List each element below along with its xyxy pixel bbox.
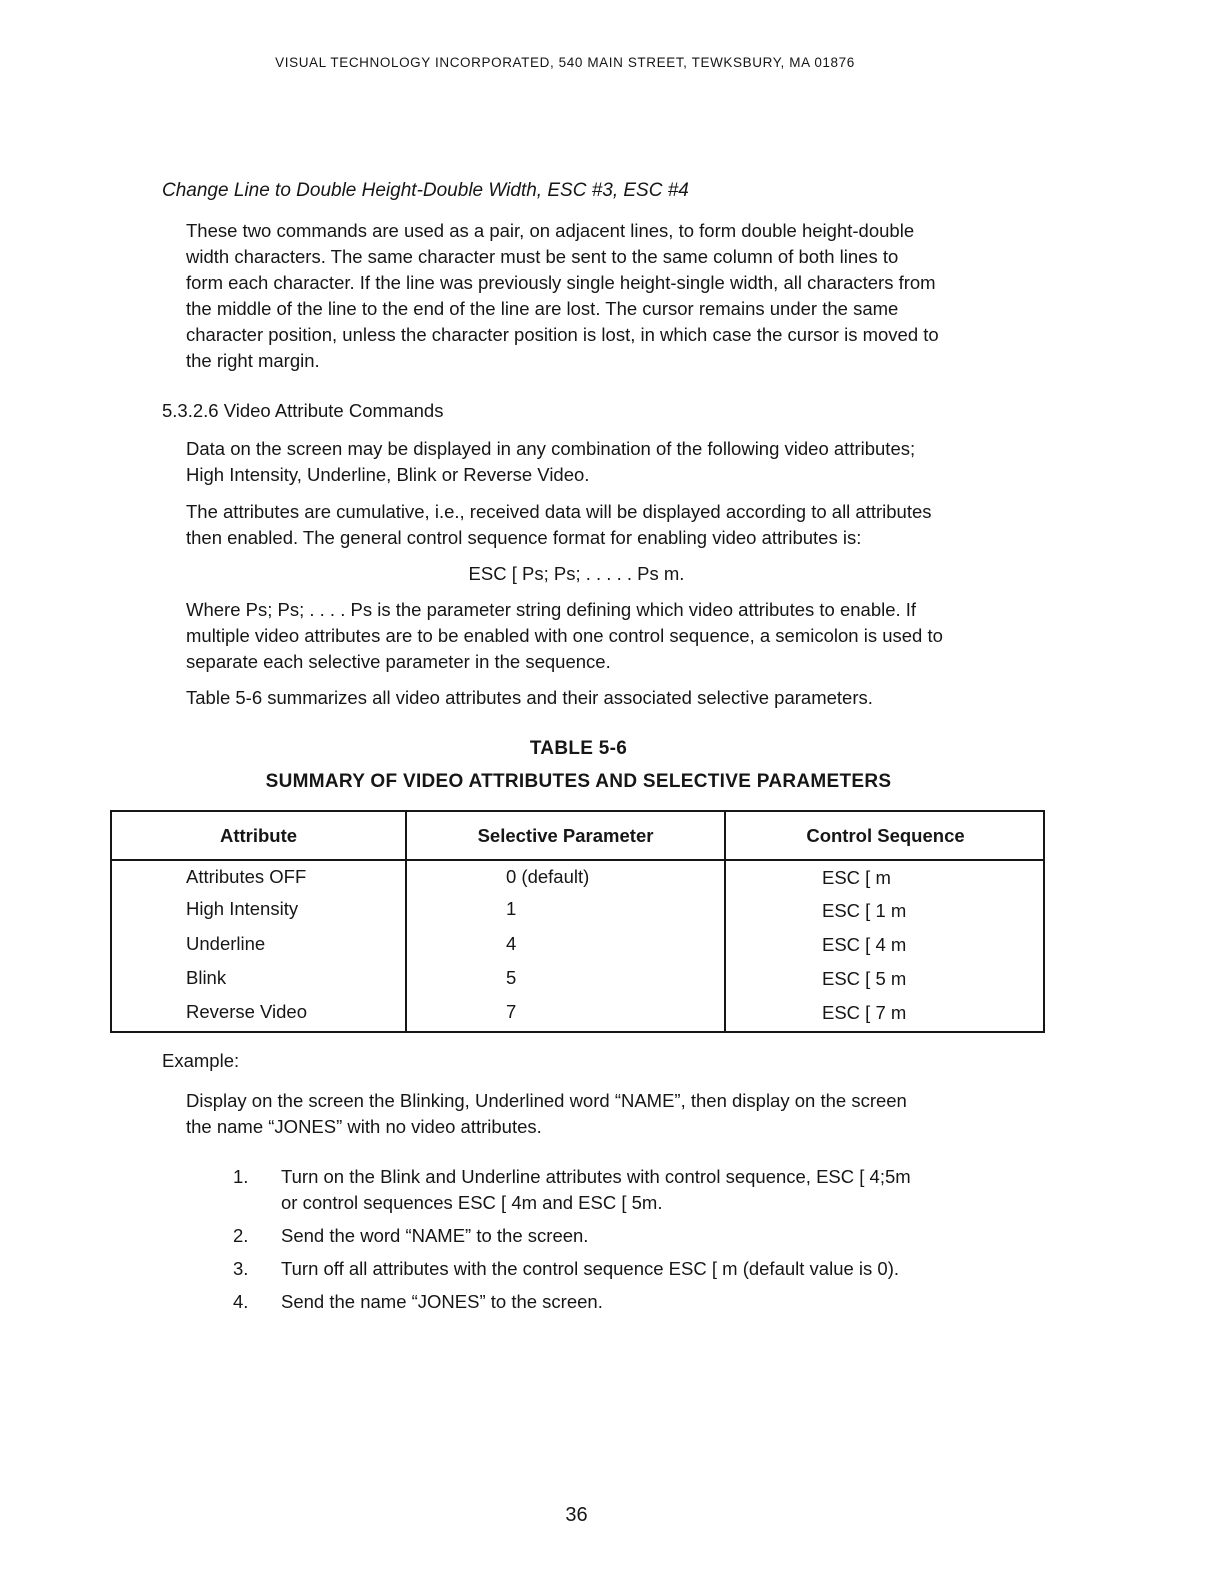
header-attribute: Attribute	[219, 825, 298, 846]
text-line: Display on the screen the Blinking, Underlined word “NAME”, then display on the screen	[186, 1090, 907, 1111]
list-number: 1.	[233, 1166, 249, 1187]
text-line: These two commands are used as a pair, on adjacent lines, to form double height-double	[186, 220, 915, 241]
double-width-paragraph	[186, 218, 1056, 374]
text-line: width characters. The same character must be sent to the same column of both lines to	[186, 246, 899, 267]
table-number: TABLE 5-6	[529, 738, 628, 759]
parameter-paragraph	[186, 597, 1056, 675]
text-line: Turn off all attributes with the control sequence ESC [ m (default value is 0).	[281, 1258, 899, 1279]
cell-attribute: Attributes OFF	[186, 866, 307, 887]
text-line: Turn on the Blink and Underline attributes with control sequence, ESC [ 4;5m	[281, 1166, 911, 1187]
cell-attribute: Underline	[186, 933, 266, 954]
cell-sequence: ESC [ 4 m	[822, 934, 907, 955]
summary-paragraph: Table 5-6 summarizes all video attributes and their associated selective parameters.	[186, 687, 873, 708]
attributes-paragraph	[186, 436, 1056, 488]
section-heading: 5.3.2.6 Video Attribute Commands	[162, 400, 444, 421]
header-selective-parameter: Selective Parameter	[477, 825, 654, 846]
cell-parameter: 7	[506, 1001, 517, 1022]
list-number: 3.	[233, 1258, 249, 1279]
cell-attribute: High Intensity	[186, 898, 299, 919]
header-control-sequence: Control Sequence	[806, 825, 965, 846]
text-line: High Intensity, Underline, Blink or Reverse Video.	[186, 464, 590, 485]
cell-sequence: ESC [ 7 m	[822, 1002, 907, 1023]
list-number: 4.	[233, 1291, 249, 1312]
text-line: multiple video attributes are to be enabled with one control sequence, a semicolon is used to	[186, 625, 943, 646]
format-line: ESC [ Ps; Ps; . . . . . Ps m.	[468, 563, 685, 584]
text-line: The attributes are cumulative, i.e., received data will be displayed according to all attributes	[186, 501, 932, 522]
text-line: the right margin.	[186, 350, 320, 371]
cell-attribute: Blink	[186, 967, 227, 988]
page-header: VISUAL TECHNOLOGY INCORPORATED, 540 MAIN STREET, TEWKSBURY, MA 01876	[275, 55, 855, 70]
list-text	[281, 1256, 1061, 1282]
page-number: 36	[565, 1504, 588, 1526]
list-text	[281, 1164, 1061, 1216]
text-line: the name “JONES” with no video attributes.	[186, 1116, 542, 1137]
text-line: or control sequences ESC [ 4m and ESC [ 5m.	[281, 1192, 663, 1213]
list-text	[281, 1223, 1061, 1249]
subsection-heading: Change Line to Double Height-Double Width, ESC #3, ESC #4	[162, 180, 689, 201]
text-line: Send the word “NAME” to the screen.	[281, 1225, 589, 1246]
cell-attribute: Reverse Video	[186, 1001, 308, 1022]
cell-parameter: 0 (default)	[506, 866, 590, 887]
cell-sequence: ESC [ 1 m	[822, 900, 907, 921]
text-line: the middle of the line to the end of the line are lost. The cursor remains under the same	[186, 298, 899, 319]
text-line: Send the name “JONES” to the screen.	[281, 1291, 603, 1312]
text-line: separate each selective parameter in the sequence.	[186, 651, 611, 672]
video-attributes-table	[110, 810, 1045, 1033]
cell-parameter: 5	[506, 967, 517, 988]
text-line: character position, unless the character position is lost, in which case the cursor is moved to	[186, 324, 939, 345]
text-line: Where Ps; Ps; . . . . Ps is the parameter string defining which video attributes to enable. If	[186, 599, 917, 620]
cumulative-paragraph	[186, 499, 1056, 551]
cell-sequence: ESC [ m	[822, 867, 891, 888]
example-label: Example:	[162, 1050, 240, 1071]
example-paragraph	[186, 1088, 1056, 1140]
cell-sequence: ESC [ 5 m	[822, 968, 907, 989]
text-line: then enabled. The general control sequence format for enabling video attributes is:	[186, 527, 862, 548]
list-number: 2.	[233, 1225, 249, 1246]
cell-parameter: 4	[506, 933, 517, 954]
text-line: Data on the screen may be displayed in any combination of the following video attributes;	[186, 438, 916, 459]
text-line: form each character. If the line was previously single height-single width, all characters from	[186, 272, 936, 293]
list-text	[281, 1289, 1061, 1315]
table-title: SUMMARY OF VIDEO ATTRIBUTES AND SELECTIVE PARAMETERS	[265, 771, 892, 792]
cell-parameter: 1	[506, 898, 517, 919]
